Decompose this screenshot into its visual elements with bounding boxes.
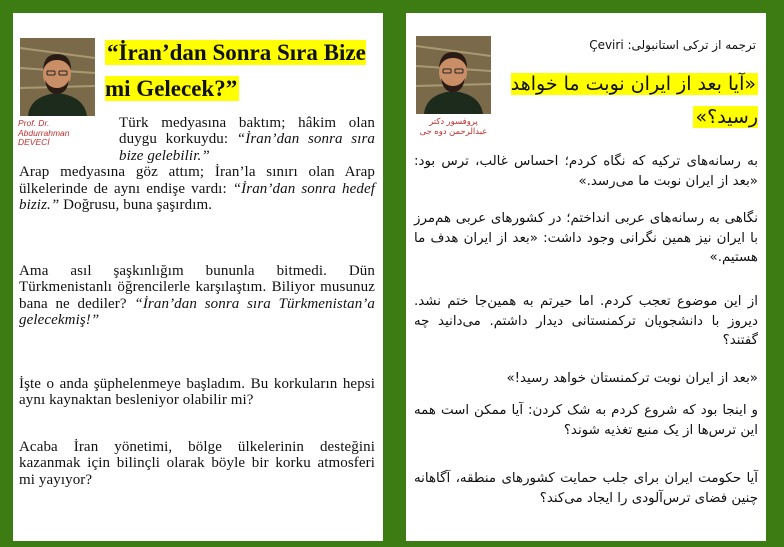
author-portrait-image <box>20 38 95 116</box>
article-title-text: “İran’dan Sonra Sıra Bize mi Gelecek?” <box>105 40 366 101</box>
translation-header: ترجمه از ترکی استانبولی: Çeviri <box>589 38 756 52</box>
p2-text: Ama asıl şaşkınlığım bununla bitmedi. Dün Türkmenistanlı öğrencilerle karşılaştım. Biliyor musunuz bana ne dediler? <box>19 263 375 312</box>
fa-paragraph-2: نگاهی به رسانه‌های عربی انداختم؛ در کشورهای عربی هم‌مرز با ایران نیز همین نگرانی وجود داشت: «بعد از ایران هدف ما هستیم.» <box>414 211 758 266</box>
author-last-name: DEVECİ <box>18 137 50 147</box>
article-title <box>105 35 373 107</box>
fa-paragraph-6: آیا حکومت ایران برای جلب حمایت کشورهای منطقه، آگاهانه چنین فضای ترس‌آلودی را ایجاد می‌کند؟ <box>414 471 758 506</box>
author-first-name: Abdurrahman <box>18 127 70 138</box>
translation-title-text: «آیا بعد از ایران نوبت ما خواهد رسید؟» <box>510 73 758 128</box>
author-title: Prof. Dr. <box>18 118 50 128</box>
author-photo <box>20 38 95 116</box>
p1-quote-2: “İran’dan sonra hedef biziz.” <box>19 180 375 214</box>
paragraph-2 <box>19 263 375 329</box>
fa-paragraph-5: و اینجا بود که شروع کردم به شک کردن: آیا ممکن است همه این ترس‌ها از یک منبع تغذیه شوند؟ <box>414 403 758 438</box>
p1-text-b: Arap medyasına göz attım; İran’la sınırı olan Arap ülkelerinde de aynı endişe vardı: <box>19 164 375 197</box>
p1-quote-1: “İran’dan sonra sıra bize gelebilir.” <box>119 131 376 164</box>
paragraph-4: Acaba İran yönetimi, bölge ülkelerinin desteğini kazanmak için bilinçli olarak böyle bir korku atmosferi mi yayıyor? <box>19 439 375 488</box>
p1-text-c: Doğrusu, buna şaşırdım. <box>59 197 213 214</box>
author-name-persian <box>416 117 491 136</box>
fa-paragraph-4: «بعد از ایران نوبت ترکمنستان خواهد رسید!» <box>506 371 758 386</box>
fa-paragraph-3: از این موضوع تعجب کردم. اما حیرتم به همین‌جا ختم نشد. دیروز با دانشجویان ترکمنستانی دیدار داشتم. می‌دانید چه گفتند؟ <box>414 294 758 349</box>
translation-title <box>488 68 758 134</box>
author-photo-right <box>416 36 491 114</box>
paragraph-3: İşte o anda şüphelenmeye başladım. Bu korkuların hepsi aynı kaynaktan besleniyor olabilir mi? <box>19 376 375 409</box>
p1-text-a: Türk medyasına baktım; hâkim olan duygu korkuydu: <box>119 115 375 148</box>
turkish-article-page <box>13 13 383 541</box>
author-title-persian: پروفسور دکتر <box>429 116 478 126</box>
author-portrait-image-right <box>416 36 491 114</box>
author-full-name-persian: عبدالرحمن دوه جی <box>419 125 488 136</box>
fa-paragraph-1: به رسانه‌های ترکیه که نگاه کردم؛ احساس غالب، ترس بود: «بعد از ایران نوبت ما می‌رسد.» <box>414 154 758 189</box>
paragraph-1 <box>19 115 375 213</box>
persian-translation-page <box>406 13 766 541</box>
p2-quote: “İran’dan sonra sıra Türkmenistan’a gelecekmiş!” <box>19 295 375 329</box>
